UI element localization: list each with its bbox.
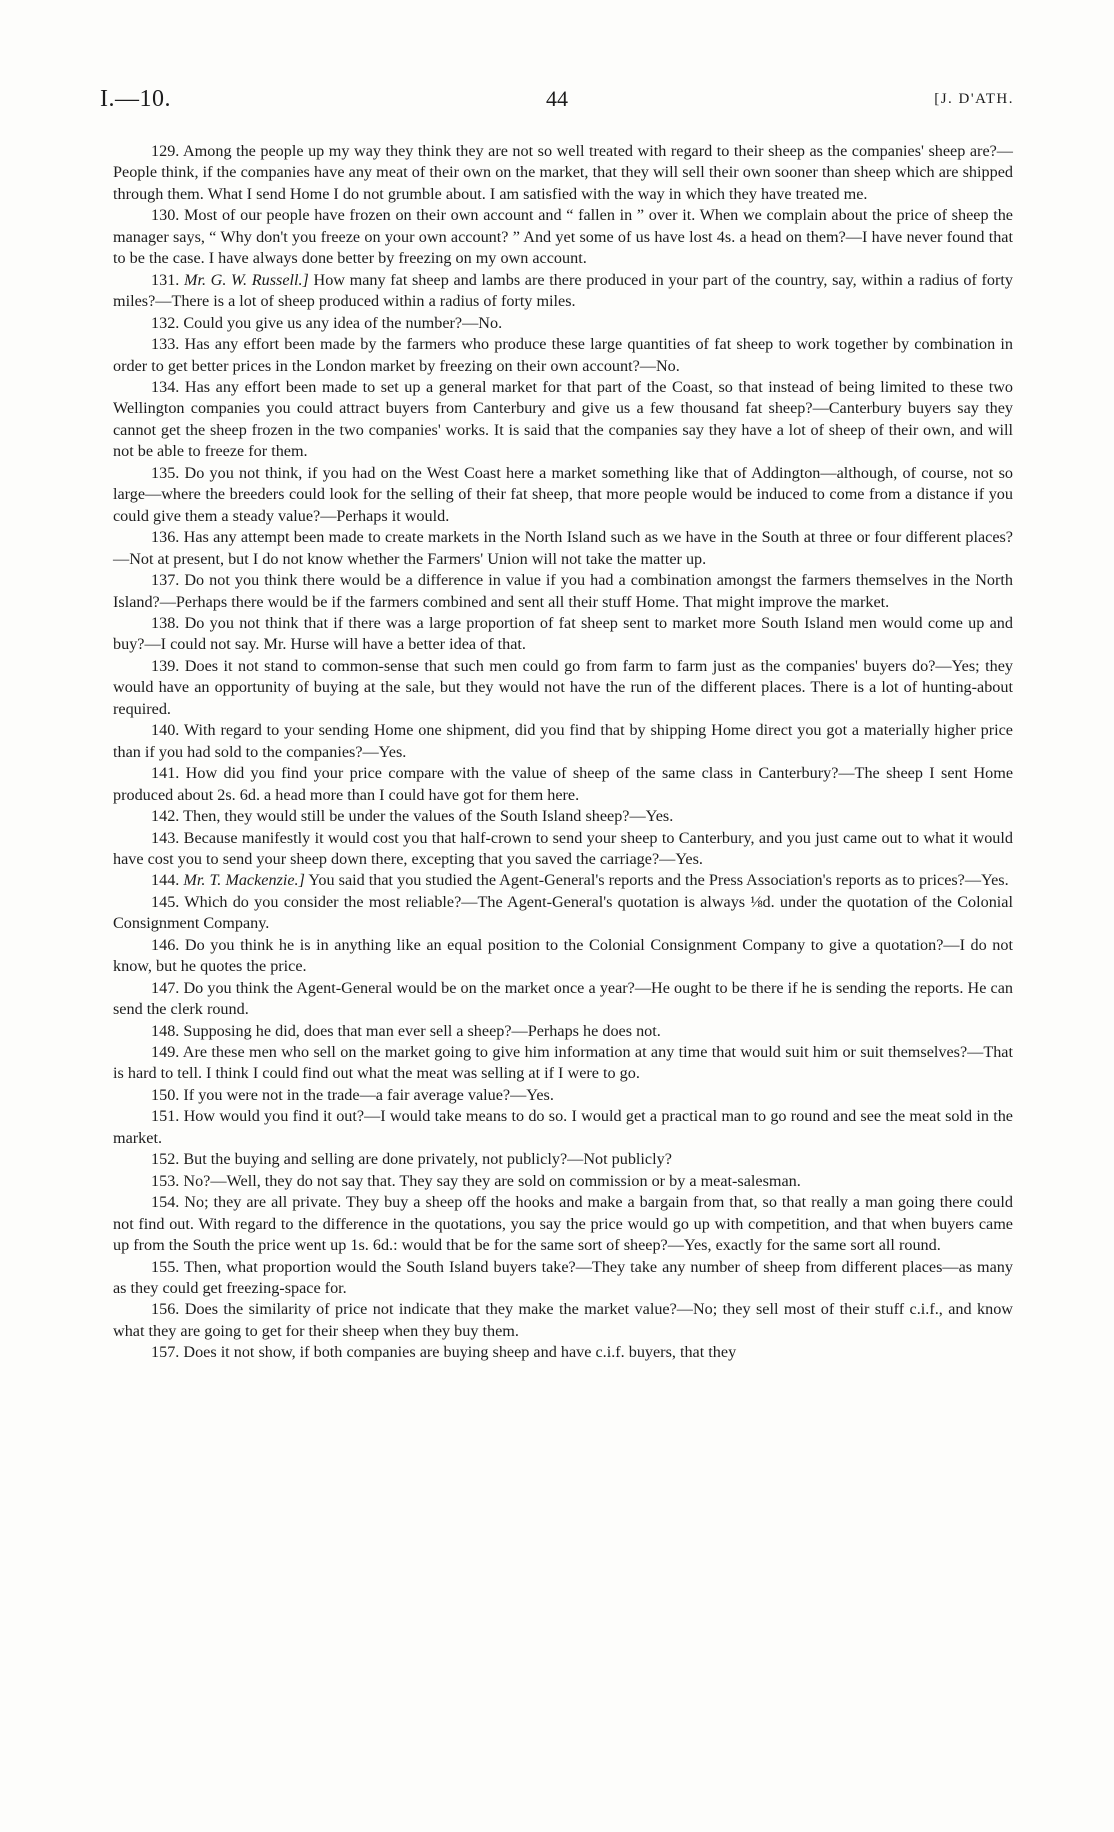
question-paragraph <box>113 935 1013 978</box>
question-paragraph <box>113 1192 1013 1256</box>
question-number: 150. <box>151 1085 180 1104</box>
witness-name: [J. D'ATH. <box>934 91 1014 107</box>
question-text: Because manifestly it would cost you that half-crown to send your sheep to Canterbury, and you just came out to what it would have cost you to send your sheep down there, excepting that you saved the carriage?—Yes. <box>113 828 1013 868</box>
question-text: Has any effort been made by the farmers who produce these large quantities of fat sheep to work together by combination in order to get better prices in the London market by freezing on their own account?—No. <box>113 335 1013 375</box>
question-text: Do you think he is in anything like an equal position to the Colonial Consignment Company to give a quotation?—I do not know, but he quotes the price. <box>113 935 1013 976</box>
question-number: 131. <box>151 270 180 289</box>
question-number: 130. <box>151 206 180 225</box>
question-number: 141. <box>151 764 180 783</box>
question-paragraph <box>113 892 1013 935</box>
question-number: 146. <box>151 935 180 954</box>
question-text: Which do you consider the most reliable?—The Agent-General's quotation is always ⅛d. under the quotation of the Colonial Consignment Company. <box>113 892 1013 933</box>
page-number: 44 <box>546 86 568 111</box>
question-number: 156. <box>151 1300 180 1319</box>
question-number: 132. <box>151 313 180 332</box>
question-number: 145. <box>151 892 180 911</box>
question-paragraph <box>113 870 1013 891</box>
question-number: 135. <box>151 463 180 482</box>
question-text: Most of our people have frozen on their own account and “ fallen in ” over it. When we complain about the price of sheep the manager says, “ Why don't you freeze on your own account? ” And yet some of us have lost 4s. a head on them?—I have never found that to be the case. I have always done better by freezing on my own account. <box>113 206 1013 268</box>
question-number: 140. <box>151 721 180 740</box>
question-paragraph <box>113 1342 1013 1363</box>
question-number: 148. <box>151 1021 180 1040</box>
question-text: Does it not show, if both companies are buying sheep and have c.i.f. buyers, that they <box>179 1343 737 1362</box>
question-text: Are these men who sell on the market going to give him information at any time that would suit him or suit themselves?—That is hard to tell. I think I could find out what the meat was selling at if I were to go. <box>113 1043 1013 1083</box>
question-paragraph <box>113 1021 1013 1042</box>
question-text: Does the similarity of price not indicate that they make the market value?—No; they sell most of their stuff c.i.f., and know what they are going to get for their sheep when they buy them. <box>113 1300 1013 1340</box>
question-paragraph <box>113 656 1013 720</box>
question-text: Do you think the Agent-General would be on the market once a year?—He ought to be there if he is sending the reports. He can send the clerk round. <box>113 978 1013 1019</box>
question-text: Do you not think that if there was a large proportion of fat sheep sent to market more South Island men would come up and buy?—I could not say. Mr. Hurse will have a better idea of that. <box>113 613 1013 654</box>
question-paragraph <box>113 1085 1013 1106</box>
question-text: With regard to your sending Home one shipment, did you find that by shipping Home direct you got a materially higher price than if you had sold to the companies?—Yes. <box>113 721 1013 761</box>
question-paragraph <box>113 1106 1013 1149</box>
question-paragraph <box>113 720 1013 763</box>
body-text <box>113 141 1013 1364</box>
question-text: Could you give us any idea of the number?—No. <box>179 313 503 332</box>
question-number: 147. <box>151 978 180 997</box>
question-number: 139. <box>151 656 180 675</box>
question-number: 138. <box>151 613 180 632</box>
question-number: 136. <box>151 528 180 547</box>
speaker-name: Mr. T. Mackenzie.] <box>183 871 305 890</box>
question-text: Does it not stand to common-sense that such men could go from farm to farm just as the companies' buyers do?—Yes; they would have an opportunity of buying at the sale, but they would not have the run of the different places. There is a lot of hunting-about required. <box>113 656 1013 718</box>
question-number: 157. <box>151 1343 180 1362</box>
question-number: 142. <box>151 807 180 826</box>
question-text: Then, they would still be under the values of the South Island sheep?—Yes. <box>179 807 674 826</box>
speaker-name: Mr. G. W. Russell.] <box>183 270 309 289</box>
question-text: No?—Well, they do not say that. They say they are sold on commission or by a meat-salesman. <box>179 1171 801 1190</box>
question-text: But the buying and selling are done privately, not publicly?—Not publicly? <box>179 1150 672 1169</box>
page-header <box>100 86 1014 120</box>
question-paragraph <box>113 613 1013 656</box>
question-text: You said that you studied the Agent-General's reports and the Press Association's reports as to prices?—Yes. <box>304 871 1009 890</box>
question-paragraph <box>113 313 1013 334</box>
question-number: 144. <box>151 871 180 890</box>
question-text: Has any effort been made to set up a general market for that part of the Coast, so that instead of being limited to these two Wellington companies you could attract buyers from Canterbury and give us a few thousand fat sheep?—Canterbury buyers say they cannot get the sheep frozen in the two companies' works. It is said that the companies say they have a lot of sheep of their own, and will not be able to freeze for them. <box>113 377 1013 461</box>
question-paragraph <box>113 763 1013 806</box>
question-text: No; they are all private. They buy a sheep off the hooks and make a bargain from that, so that really a man going there could not find out. With regard to the difference in the quotations, you say the price would go up with competition, and that when buyers came up from the South the price went up 1s. 6d.: would that be for the same sort of sheep?—Yes, exactly for the same sort all round. <box>113 1193 1013 1255</box>
question-number: 151. <box>151 1107 180 1126</box>
question-number: 129. <box>151 142 180 160</box>
question-text: How did you find your price compare with the value of sheep of the same class in Canterbury?—The sheep I sent Home produced about 2s. 6d. a head more than I could have got for them here. <box>113 764 1013 804</box>
question-paragraph <box>113 1299 1013 1342</box>
question-text: Among the people up my way they think they are not so well treated with regard to their sheep as the companies' sheep are?—People think, if the companies have any meat of their own on the market, that they will sell their own sooner than sheep which are shipped through them. What I send Home I do not grumble about. I am satisfied with the way in which they have treated me. <box>113 142 1013 203</box>
question-number: 137. <box>151 571 180 590</box>
question-paragraph <box>113 1042 1013 1085</box>
question-number: 149. <box>151 1043 180 1062</box>
question-text: Do you not think, if you had on the West Coast here a market something like that of Addington—although, of course, not so large—where the breeders could look for the selling of their fat sheep, that more people would be induced to come from a distance if you could give them a steady value?—Perhaps it would. <box>113 463 1013 525</box>
question-paragraph <box>113 205 1013 269</box>
question-number: 143. <box>151 828 180 847</box>
question-paragraph <box>113 527 1013 570</box>
question-paragraph <box>113 806 1013 827</box>
question-text: Supposing he did, does that man ever sell a sheep?—Perhaps he does not. <box>179 1021 661 1040</box>
question-paragraph <box>113 1171 1013 1192</box>
question-paragraph <box>113 141 1013 205</box>
question-number: 153. <box>151 1171 180 1190</box>
question-number: 134. <box>151 377 180 396</box>
question-number: 154. <box>151 1193 180 1212</box>
question-number: 152. <box>151 1150 180 1169</box>
question-paragraph <box>113 463 1013 527</box>
question-paragraph <box>113 1149 1013 1170</box>
question-text: Then, what proportion would the South Island buyers take?—They take any number of sheep from different places—as many as they could get freezing-space for. <box>113 1257 1013 1298</box>
question-paragraph <box>113 828 1013 871</box>
document-reference: I.—10. <box>100 86 171 112</box>
question-text: Do not you think there would be a difference in value if you had a combination amongst the farmers themselves in the North Island?—Perhaps there would be if the farmers combined and sent all their stuff Home. That might improve the market. <box>113 571 1013 611</box>
question-paragraph <box>113 978 1013 1021</box>
question-paragraph <box>113 334 1013 377</box>
question-number: 155. <box>151 1257 180 1276</box>
question-number: 133. <box>151 335 180 354</box>
question-text: How many fat sheep and lambs are there produced in your part of the country, say, within a radius of forty miles?—There is a lot of sheep produced within a radius of forty miles. <box>113 270 1013 311</box>
question-text: How would you find it out?—I would take means to do so. I would get a practical man to go round and see the meat sold in the market. <box>113 1107 1013 1147</box>
question-text: If you were not in the trade—a fair average value?—Yes. <box>179 1085 554 1104</box>
question-paragraph <box>113 1257 1013 1300</box>
question-paragraph <box>113 570 1013 613</box>
question-paragraph <box>113 377 1013 463</box>
question-text: Has any attempt been made to create markets in the North Island such as we have in the South at three or four different places?—Not at present, but I do not know whether the Farmers' Union will not take the matter up. <box>113 528 1013 568</box>
question-paragraph <box>113 270 1013 313</box>
